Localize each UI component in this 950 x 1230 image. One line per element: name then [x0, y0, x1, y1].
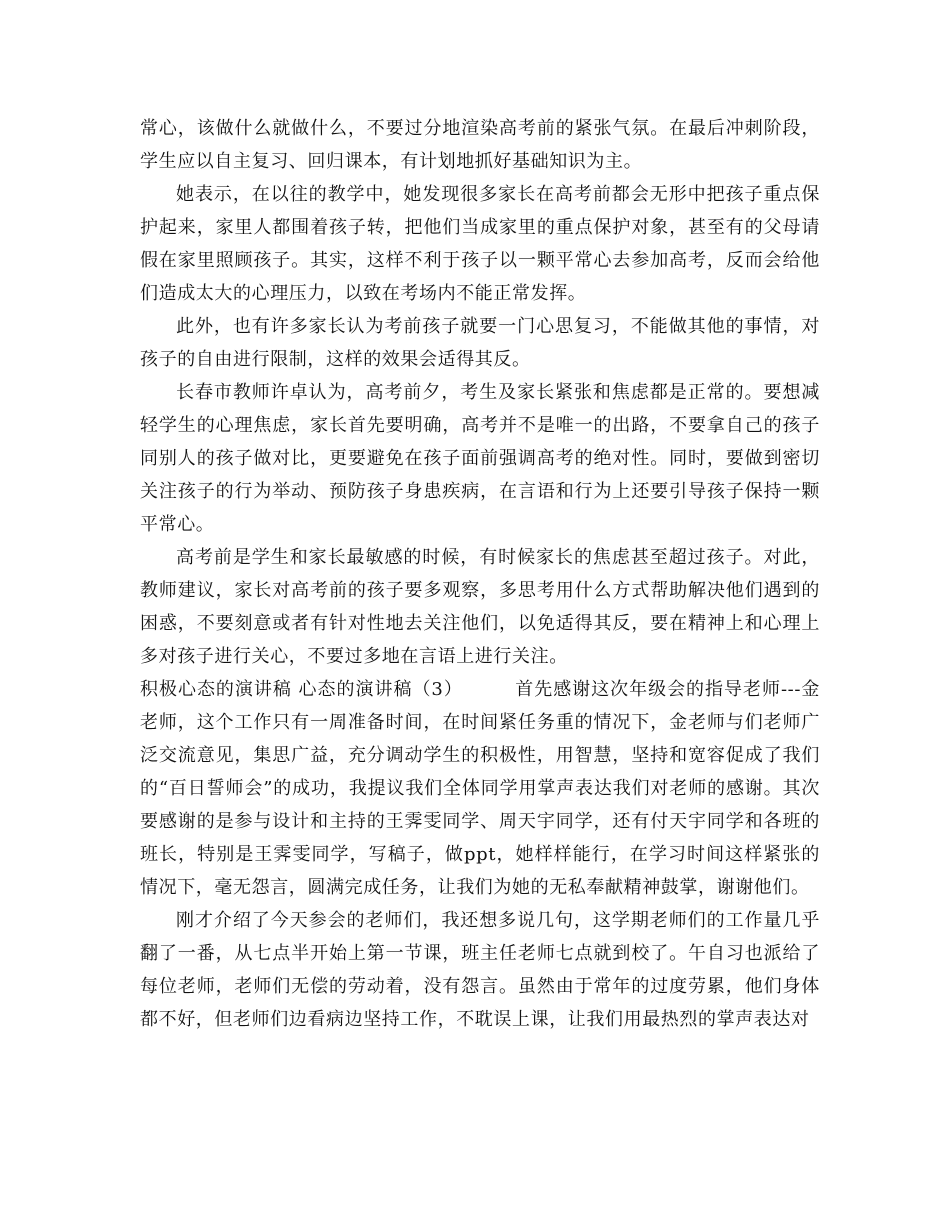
- paragraph-freedom-limit: 此外，也有许多家长认为考前孩子就要一门心思复习，不能做其他的事情，对孩子的自由进行限制，这样的效果会适得其反。: [140, 316, 820, 370]
- paragraph-continued: 常心，该做什么就做什么，不要过分地渲染高考前的紧张气氛。在最后冲刺阶段，学生应以自主复习、回归课本，有计划地抓好基础知识为主。: [140, 118, 820, 172]
- paragraph-teacher-xu: 长春市教师许卓认为，高考前夕，考生及家长紧张和焦虑都是正常的。要想减轻学生的心理焦虑，家长首先要明确，高考并不是唯一的出路，不要拿自己的孩子同别人的孩子做对比，更要避免在孩子面前强调高考的绝对性。同时，要做到密切关注孩子的行为举动、预防孩子身患疾病，在言语和行为上还要引导孩子保持一颗平常心。: [140, 382, 820, 535]
- speech-heading: 积极心态的演讲稿 心态的演讲稿（3）: [140, 679, 463, 700]
- paragraph-parents-protection: 她表示，在以往的教学中，她发现很多家长在高考前都会无形中把孩子重点保护起来，家里人都围着孩子转，把他们当成家里的重点保护对象，甚至有的父母请假在家里照顾孩子。其实，这样不利于孩子以一颗平常心去参加高考，反而会给他们造成太大的心理压力，以致在考场内不能正常发挥。: [140, 184, 820, 304]
- speech-section: [140, 673, 820, 904]
- paragraph-teachers-workload: 刚才介绍了今天参会的老师们，我还想多说几句，这学期老师们的工作量几乎翻了一番，从七点半开始上第一节课，班主任老师七点就到校了。午自习也派给了每位老师，老师们无偿的劳动着，没有怨言。虽然由于常年的过度劳累，他们身体都不好，但老师们边看病边坚持工作，不耽误上课，让我们用最热烈的掌声表达对: [140, 910, 820, 1030]
- document-body: [140, 112, 820, 1036]
- paragraph-observe-children: 高考前是学生和家长最敏感的时候，有时候家长的焦虑甚至超过孩子。对此，教师建议，家长对高考前的孩子要多观察，多思考用什么方式帮助解决他们遇到的困惑，不要刻意或者有针对性地去关注他们，以免适得其反，要在精神上和心理上多对孩子进行关心，不要过多地在言语上进行关注。: [140, 547, 820, 667]
- speech-first-paragraph: 首先感谢这次年级会的指导老师---金老师，这个工作只有一周准备时间，在时间紧任务重的情况下，金老师与们老师广泛交流意见，集思广益，充分调动学生的积极性，用智慧，坚持和宽容促成了我们的“百日誓师会”的成功，我提议我们全体同学用掌声表达我们对老师的感谢。其次要感谢的是参与设计和主持的王霁雯同学、周天宇同学，还有付天宇同学和各班的班长，特别是王霁雯同学，写稿子，做ppt，她样样能行，在学习时间这样紧张的情况下，毫无怨言，圆满完成任务，让我们为她的无私奉献精神鼓掌，谢谢他们。: [140, 679, 820, 898]
